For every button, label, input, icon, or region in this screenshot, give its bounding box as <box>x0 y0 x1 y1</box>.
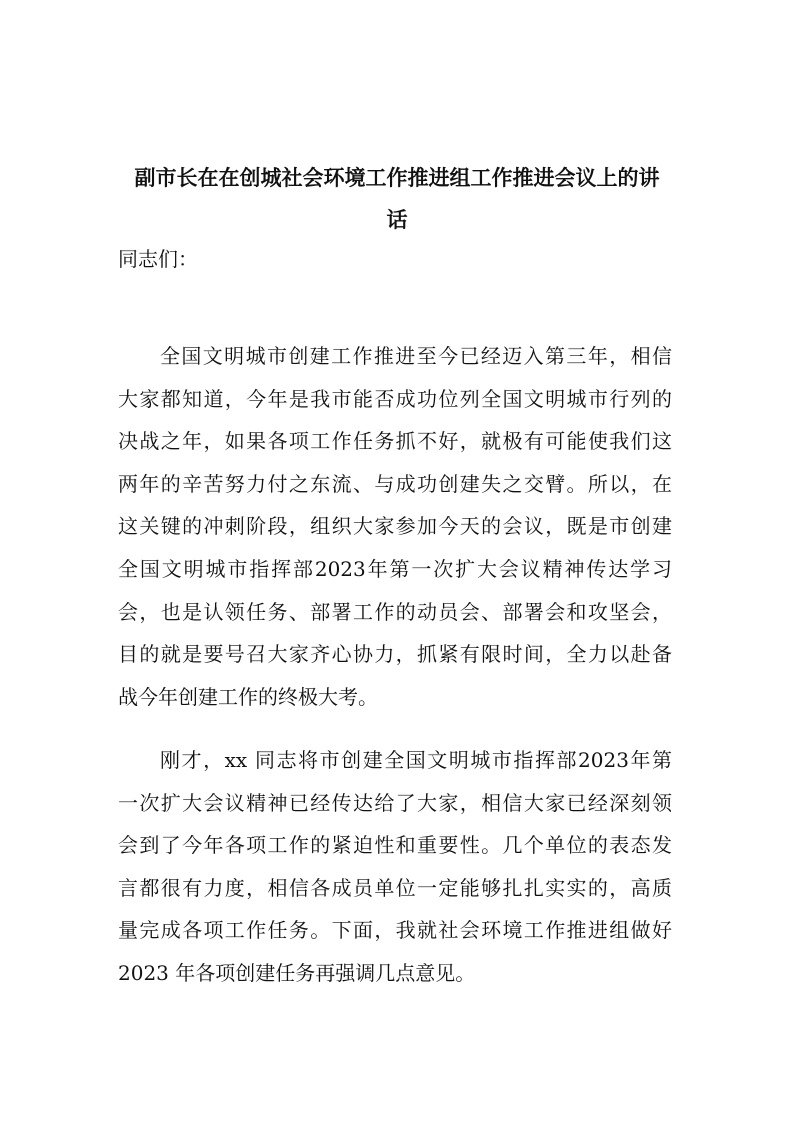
paragraph-line: 会到了今年各项工作的紧迫性和重要性。几个单位的表态发 <box>118 833 672 858</box>
paragraph-line: 言都很有力度，相信各成员单位一定能够扎扎实实的，高质 <box>118 875 672 900</box>
paragraph-line: 目的就是要号召大家齐心协力，抓紧有限时间，全力以赴备 <box>118 642 672 667</box>
paragraph-line: 大家都知道，今年是我市能否成功位列全国文明城市行列的 <box>118 386 672 411</box>
paragraph-line: 刚才，xx 同志将市创建全国文明城市指挥部2023年第 <box>160 748 672 772</box>
paragraph-line: 会，也是认领任务、部署工作的动员会、部署会和攻坚会， <box>118 599 672 624</box>
paragraph-line: 战今年创建工作的终极大考。 <box>118 684 378 709</box>
paragraph-line: 两年的辛苦努力付之东流、与成功创建失之交臂。所以，在 <box>118 471 672 496</box>
paragraph-line: 全国文明城市创建工作推进至今已经迈入第三年，相信 <box>160 344 672 368</box>
paragraph-1 <box>118 335 672 718</box>
salutation: 同志们： <box>118 247 198 271</box>
paragraph-line: 2023 年各项创建任务再强调几点意见。 <box>118 960 476 985</box>
paragraph-line: 这关键的冲刺阶段，组织大家参加今天的会议，既是市创建 <box>118 514 672 539</box>
document-title-line-2: 话 <box>386 208 408 232</box>
paragraph-line: 一次扩大会议精神已经传达给了大家，相信大家已经深刻领 <box>118 790 672 815</box>
paragraph-line: 全国文明城市指挥部2023年第一次扩大会议精神传达学习 <box>118 556 672 581</box>
paragraph-line: 决战之年，如果各项工作任务抓不好，就极有可能使我们这 <box>118 429 672 454</box>
paragraph-2 <box>118 739 672 995</box>
paragraph-line: 量完成各项工作任务。下面，我就社会环境工作推进组做好 <box>118 918 672 943</box>
document-title-line-1: 副市长在在创城社会环境工作推进组工作推进会议上的讲 <box>134 166 660 190</box>
